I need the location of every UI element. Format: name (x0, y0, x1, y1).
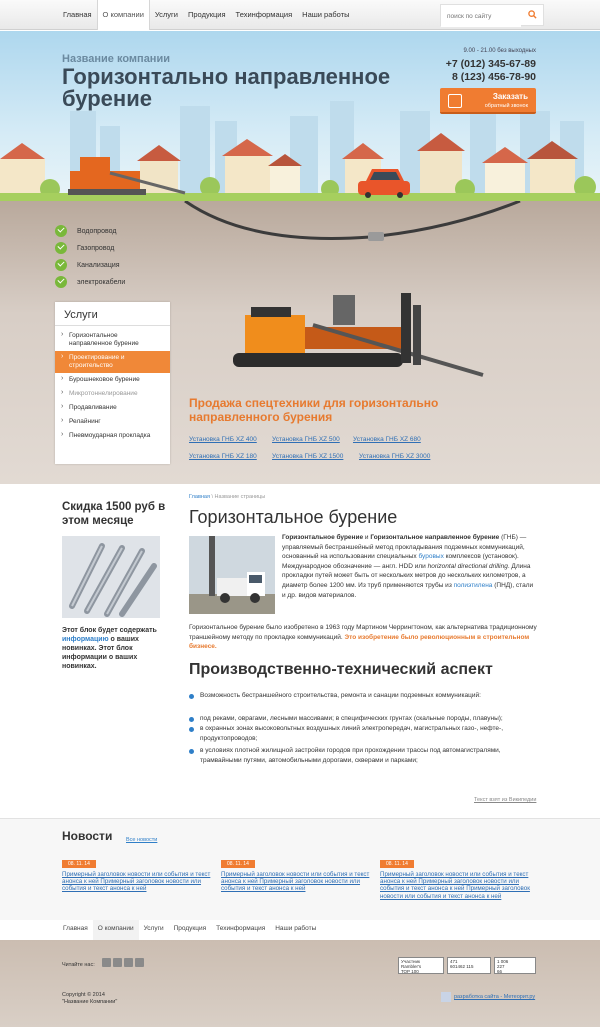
checklist-item: электрокабели (55, 276, 125, 288)
service-item[interactable]: › Пневмоударная прокладка (55, 429, 170, 443)
news-section (0, 818, 600, 920)
footer-nav-home[interactable]: Главная (63, 925, 88, 932)
service-item[interactable]: › Продавливание (55, 401, 170, 415)
check-icon (55, 259, 67, 271)
work-hours: 9.00 - 21.00 без выходных (463, 48, 536, 54)
news-title: Новости (62, 829, 113, 843)
machine-link[interactable]: Установка ГНБ XZ 500 (272, 436, 340, 443)
search-box (440, 4, 544, 26)
top-nav (0, 0, 600, 30)
nav-item-works[interactable]: Наши работы (302, 10, 350, 19)
sale-title: Продажа спецтехники для горизонтально направленного бурения (189, 396, 439, 424)
phone-check-icon (448, 94, 462, 108)
share-label: Читайте нас: (62, 962, 95, 968)
developer-icon (441, 992, 451, 1002)
service-item[interactable]: › Микротоннелирование (55, 387, 170, 401)
main-menu (58, 0, 355, 30)
nav-item-services[interactable]: Услуги (154, 10, 178, 19)
footer-nav-about[interactable]: О компании (93, 920, 139, 940)
counter-visits[interactable]: 1 006 227 66 (494, 957, 536, 974)
news-date: 08. 11. 14 (221, 860, 255, 868)
section-title: Производственно-технический аспект (189, 661, 493, 678)
callback-sub: обратный звонок (484, 103, 528, 109)
check-icon (55, 225, 67, 237)
footer-nav-works[interactable]: Наши работы (275, 925, 317, 932)
social-icon[interactable] (102, 958, 111, 967)
news-link[interactable]: Примерный заголовок новости или события и текст анонса к ней Примерный заголовок новости или события и текст анонса к ней Примерный заголовок новости или события и текст анонса к ней (380, 871, 530, 900)
news-link[interactable]: Примерный заголовок новости или события и текст анонса к ней Примерный заголовок новости или события и текст анонса к ней (221, 871, 370, 893)
machine-link[interactable]: Установка ГНБ XZ 180 (189, 453, 257, 460)
promo-text: Этот блок будет содержать информацию о ваших новинках. Этот блок информации о ваших новинках. (62, 627, 157, 670)
source-link[interactable]: Текст взят из Википедии (474, 797, 537, 803)
breadcrumb: Главная \ Название страницы (189, 494, 266, 500)
bullet-icon (189, 717, 194, 722)
footer (0, 940, 600, 1027)
service-item-active[interactable]: › Проектирование и строительство (55, 351, 170, 373)
developer-link[interactable]: разработка сайта - Метеорит.ру (454, 994, 536, 1000)
phone-2: 8 (123) 456-78-90 (451, 71, 536, 83)
link-drilling[interactable]: буровых (418, 553, 444, 561)
bullet-item: в условиях плотной жилищной застройки городов при прохождении трассы под автомагистралями, трамвайными путями, автомобильными дорогами, скверами и парками; (189, 746, 539, 765)
social-icon[interactable] (113, 958, 122, 967)
service-item[interactable]: › Релайнинг (55, 415, 170, 429)
promo-link[interactable]: информацию (62, 636, 109, 643)
nav-item-home[interactable]: Главная (63, 10, 92, 19)
news-link[interactable]: Примерный заголовок новости или события и текст анонса к ней Примерный заголовок новости или события и текст анонса к ней (62, 871, 211, 893)
drill-machine-image (233, 285, 498, 380)
check-icon (55, 242, 67, 254)
checklist-item: Канализация (55, 259, 120, 271)
page-title: Горизонтальное бурение (189, 507, 398, 527)
machine-link[interactable]: Установка ГНБ XZ 3000 (359, 453, 431, 460)
counter-stats[interactable]: 471 601462 115 (447, 957, 491, 974)
phone-1: +7 (012) 345-67-89 (445, 58, 536, 70)
news-item (62, 852, 212, 893)
breadcrumb-home[interactable]: Главная (189, 494, 210, 500)
callback-label: Заказать (492, 92, 528, 101)
footer-nav-products[interactable]: Продукция (173, 925, 207, 932)
drill-bits-image (62, 536, 160, 618)
news-item (221, 852, 371, 893)
news-date: 08. 11. 14 (380, 860, 414, 868)
search-input[interactable] (441, 7, 521, 27)
news-item (380, 852, 530, 900)
promo-title: Скидка 1500 руб в этом месяце (62, 501, 166, 527)
nav-item-techinfo[interactable]: Техинформация (235, 10, 293, 19)
bullet-item: под реками, оврагами, лесными массивами; в специфических грунтах (скальные породы, плавуны); (189, 714, 539, 724)
breadcrumb-current: Название страницы (214, 494, 266, 500)
checklist-item: Газопровод (55, 242, 114, 254)
machine-link[interactable]: Установка ГНБ XZ 680 (353, 436, 421, 443)
footer-nav-services[interactable]: Услуги (143, 925, 164, 932)
services-title: Услуги (55, 302, 170, 326)
footer-nav (0, 920, 600, 940)
article-paragraph-2: Горизонтальное бурение было изобретено в 1963 году Мартином Черрингтоном, как альтернатива традиционному траншейному методу по прокладке коммуникаций. Это изобретение было революционным в строительном бизнесе. (189, 624, 537, 651)
service-item[interactable]: › Бурошнековое бурение (55, 373, 170, 387)
site-title: Горизонтально направленное бурение (62, 64, 391, 111)
callback-button[interactable] (440, 88, 536, 114)
machine-link[interactable]: Установка ГНБ XZ 1500 (272, 453, 344, 460)
footer-nav-techinfo[interactable]: Техинформация (216, 925, 266, 932)
bullet-icon (189, 749, 194, 754)
services-menu (55, 302, 170, 464)
bullet-icon (189, 694, 194, 699)
nav-item-products[interactable]: Продукция (188, 10, 226, 19)
drilling-photo (189, 536, 275, 614)
nav-item-about[interactable]: О компании (97, 0, 150, 30)
news-date: 08. 11. 14 (62, 860, 96, 868)
company-name: Название компании (62, 53, 170, 65)
machine-link[interactable]: Установка ГНБ XZ 400 (189, 436, 257, 443)
all-news-link[interactable]: Все новости (126, 837, 158, 843)
article-paragraph-1: Горизонтальное бурение и Горизонтальное направленное бурение (ГНБ) — управляемый бестраншейный метод прокладывания подземных коммуникаций, основанный на использовании специальных буровых комплексов (установок). Международное обозначение — англ. HDD или horizontal directional drilling. Длина прокладки путей может быть от нескольких метров до нескольких километров, а диаметр более 1200 мм. Из труб применяются трубы из полиэтилена (ПНД), стали и др. видов материалов. (282, 534, 534, 599)
copyright: Copyright © 2014 "Название Компании" (62, 992, 118, 1005)
bullet-item: Возможность бестраншейного строительства, ремонта и санации подземных коммуникаций: (189, 691, 539, 701)
counter-rambler[interactable]: Участник Rambler's ТОР 100 (398, 957, 444, 974)
search-icon[interactable] (528, 10, 537, 19)
bullet-icon (189, 727, 194, 732)
checklist-item: Водопровод (55, 225, 116, 237)
link-polyethylene[interactable]: полиэтилена (453, 581, 493, 589)
social-icon[interactable] (124, 958, 133, 967)
bullet-item: в охранных зонах высоковольтных воздушных линий электропередач, магистральных газо-, нефте-, продуктопроводов; (189, 724, 539, 743)
check-icon (55, 276, 67, 288)
social-icon[interactable] (135, 958, 144, 967)
hero-banner (0, 31, 600, 201)
service-item[interactable]: › Горизонтальное направленное бурение (55, 329, 170, 351)
